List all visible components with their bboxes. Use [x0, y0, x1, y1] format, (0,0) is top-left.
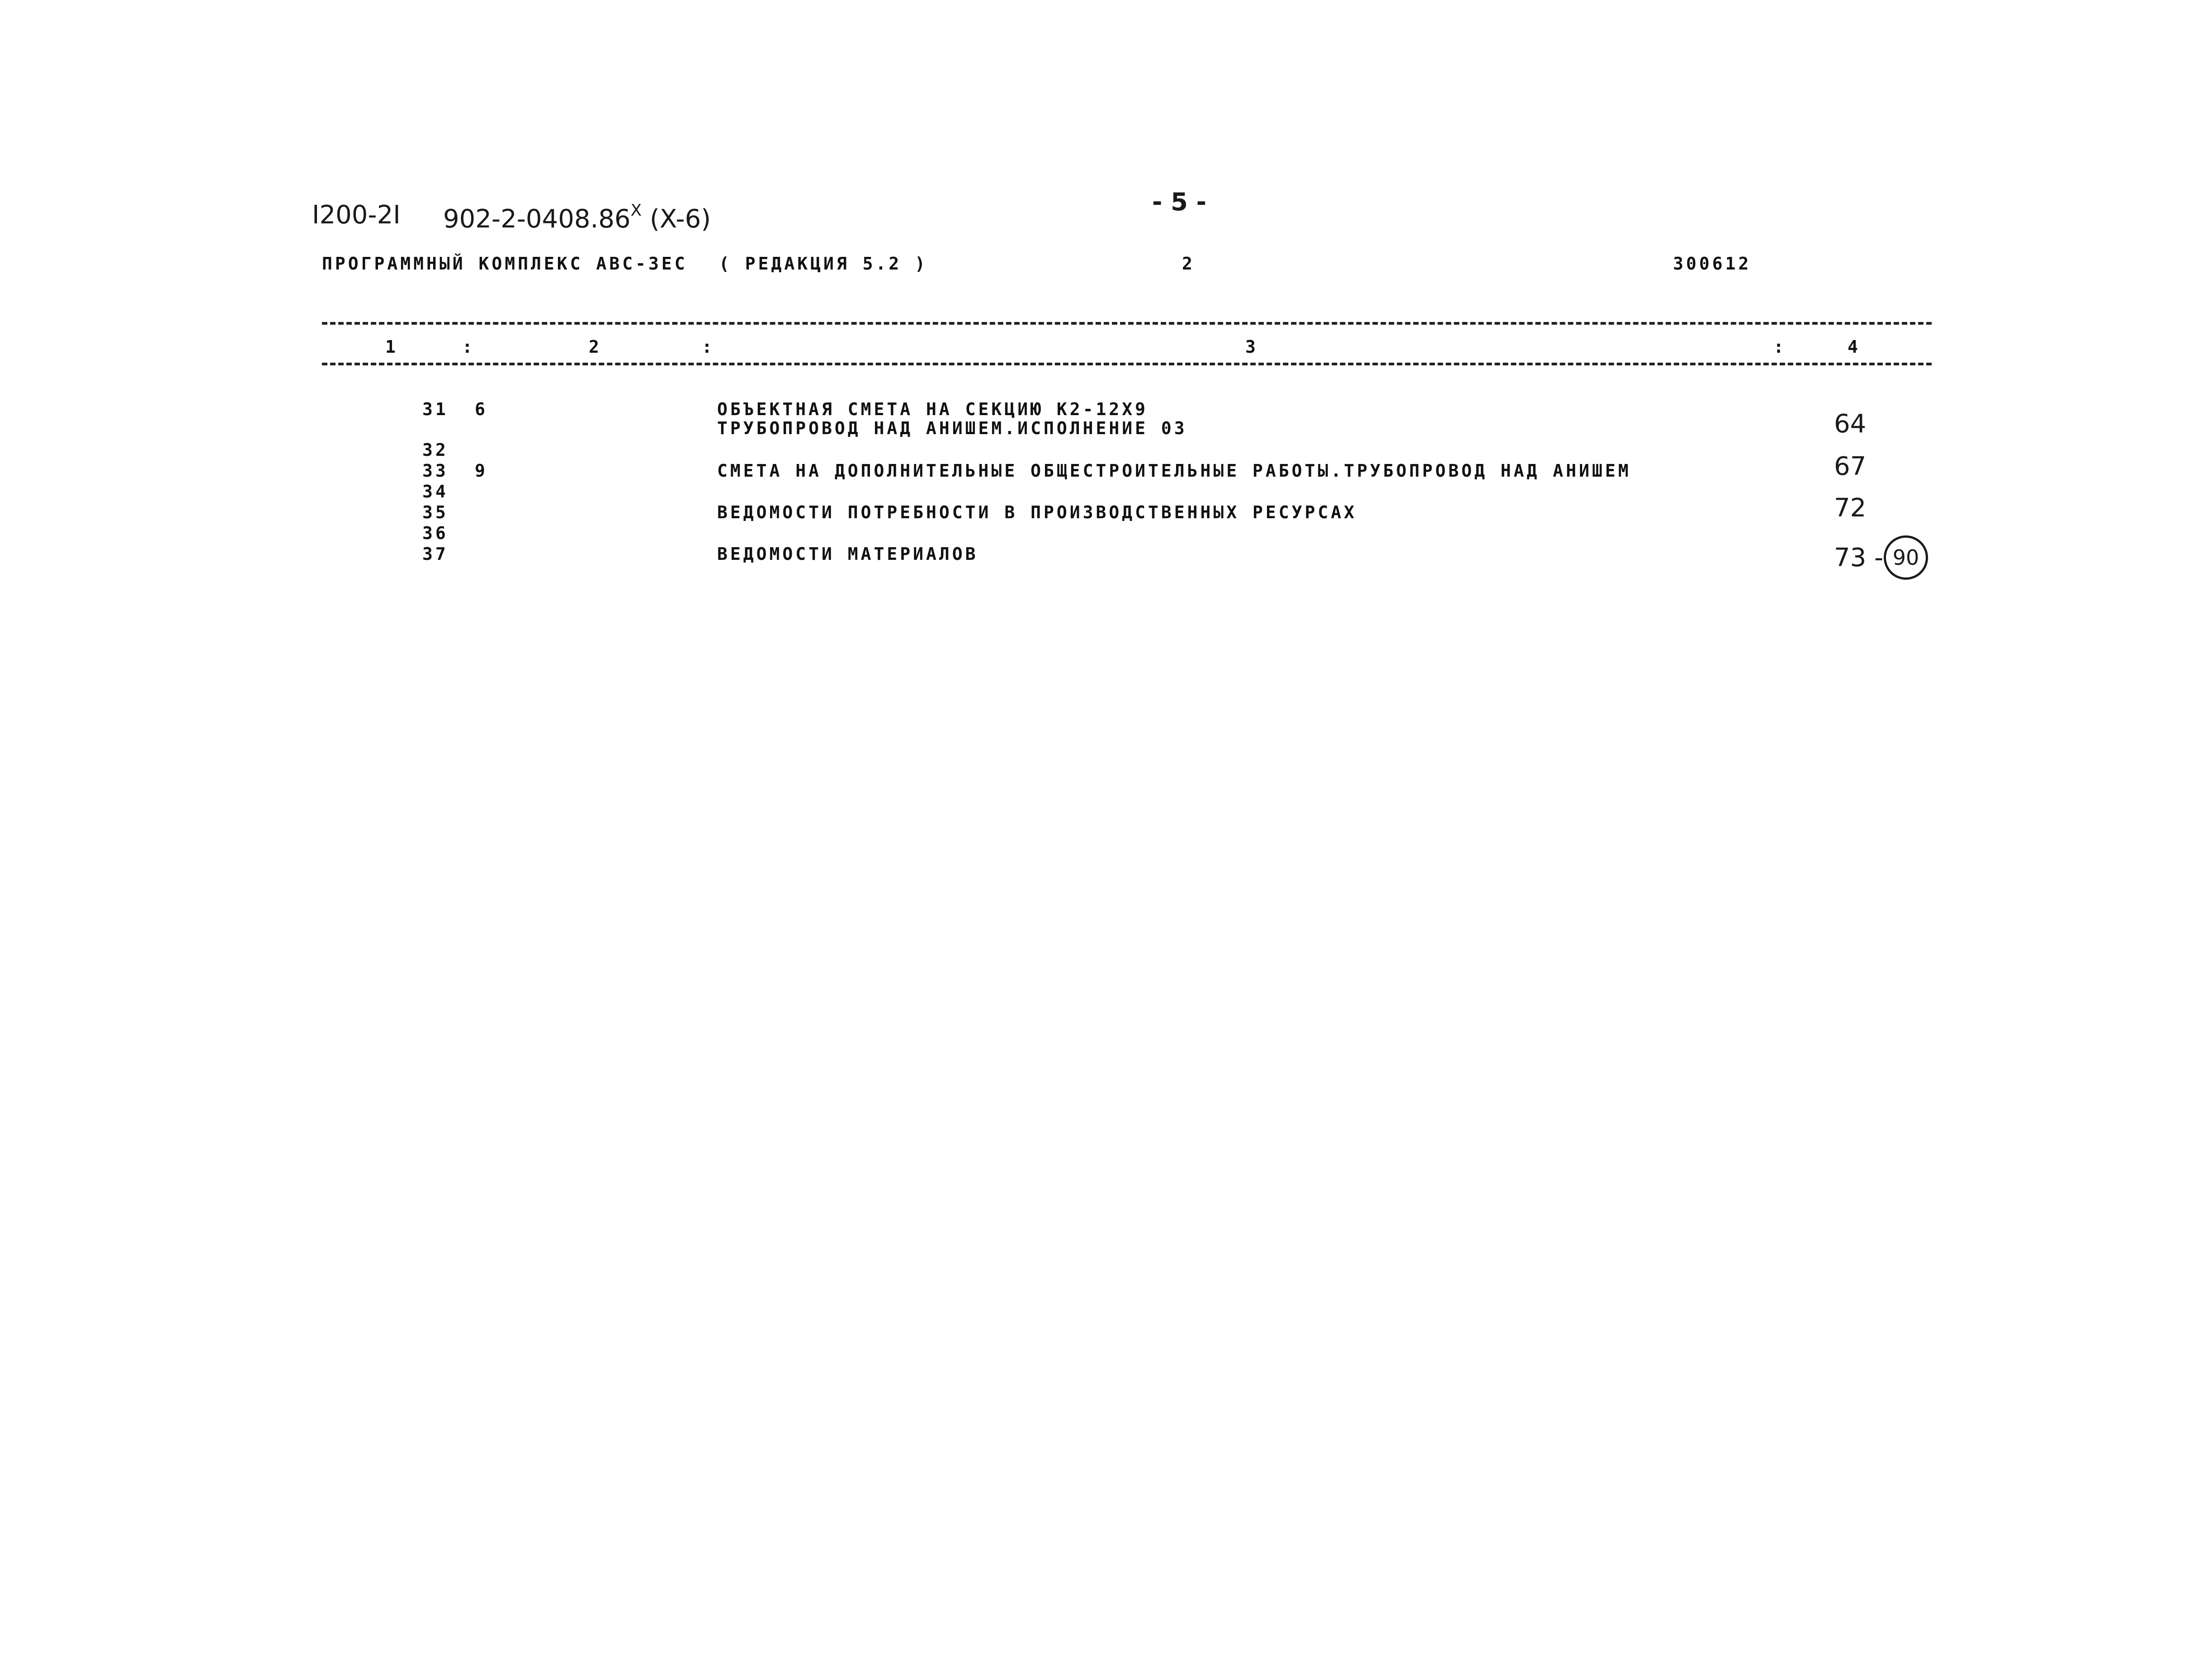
- circled-page-total: 90: [1884, 535, 1928, 580]
- page-mark: - 5 -: [1152, 188, 1206, 216]
- column-separator: :: [1773, 337, 1787, 357]
- row-code: 6: [475, 399, 488, 419]
- program-edition: ( РЕДАКЦИЯ 5.2 ): [719, 254, 928, 274]
- page-number: 67: [1834, 452, 1867, 481]
- row-text-continued: ТРУБОПРОВОД НАД АНИШЕМ.ИСПОЛНЕНИЕ 03: [717, 418, 1187, 438]
- row-text: ВЕДОМОСТИ МАТЕРИАЛОВ: [717, 544, 978, 564]
- row-text: ОБЪЕКТНАЯ СМЕТА НА СЕКЦИЮ К2-12Х9: [717, 399, 1148, 419]
- project-code: [443, 203, 711, 232]
- row-number: 31: [422, 399, 449, 419]
- row-number: 35: [422, 502, 449, 522]
- row-number: 36: [422, 523, 449, 543]
- column-separator: :: [702, 337, 715, 357]
- row-code: 9: [475, 461, 488, 481]
- table-top-rule: [322, 322, 1932, 325]
- column-header-4: 4: [1848, 337, 1861, 357]
- program-number: 2: [1182, 254, 1195, 274]
- column-header-3: 3: [1245, 337, 1258, 357]
- program-name: ПРОГРАММНЫЙ КОМПЛЕКС АВС-ЗЕС: [322, 254, 688, 274]
- page-number: 72: [1834, 493, 1867, 523]
- row-text: СМЕТА НА ДОПОЛНИТЕЛЬНЫЕ ОБЩЕСТРОИТЕЛЬНЫЕ РАБОТЫ.ТРУБОПРОВОД НАД АНИШЕМ: [717, 461, 1631, 481]
- column-header-1: 1: [385, 337, 398, 357]
- document-code: I200-2I: [312, 200, 401, 230]
- project-code-suffix: (X-6): [650, 204, 711, 234]
- row-number: 37: [422, 544, 449, 564]
- table-header-rule: [322, 363, 1932, 365]
- column-header-2: 2: [589, 337, 602, 357]
- row-number: 33: [422, 461, 449, 481]
- page-number: 73 -: [1834, 543, 1884, 573]
- project-code-main: 902-2-0408.86: [443, 204, 631, 234]
- row-number: 32: [422, 440, 449, 460]
- row-number: 34: [422, 482, 449, 502]
- page-number: 64: [1834, 409, 1867, 439]
- project-code-superscript: X: [630, 201, 642, 220]
- row-text: ВЕДОМОСТИ ПОТРЕБНОСТИ В ПРОИЗВОДСТВЕННЫХ РЕСУРСАХ: [717, 502, 1357, 522]
- column-separator: :: [462, 337, 475, 357]
- program-code: 300612: [1673, 254, 1752, 274]
